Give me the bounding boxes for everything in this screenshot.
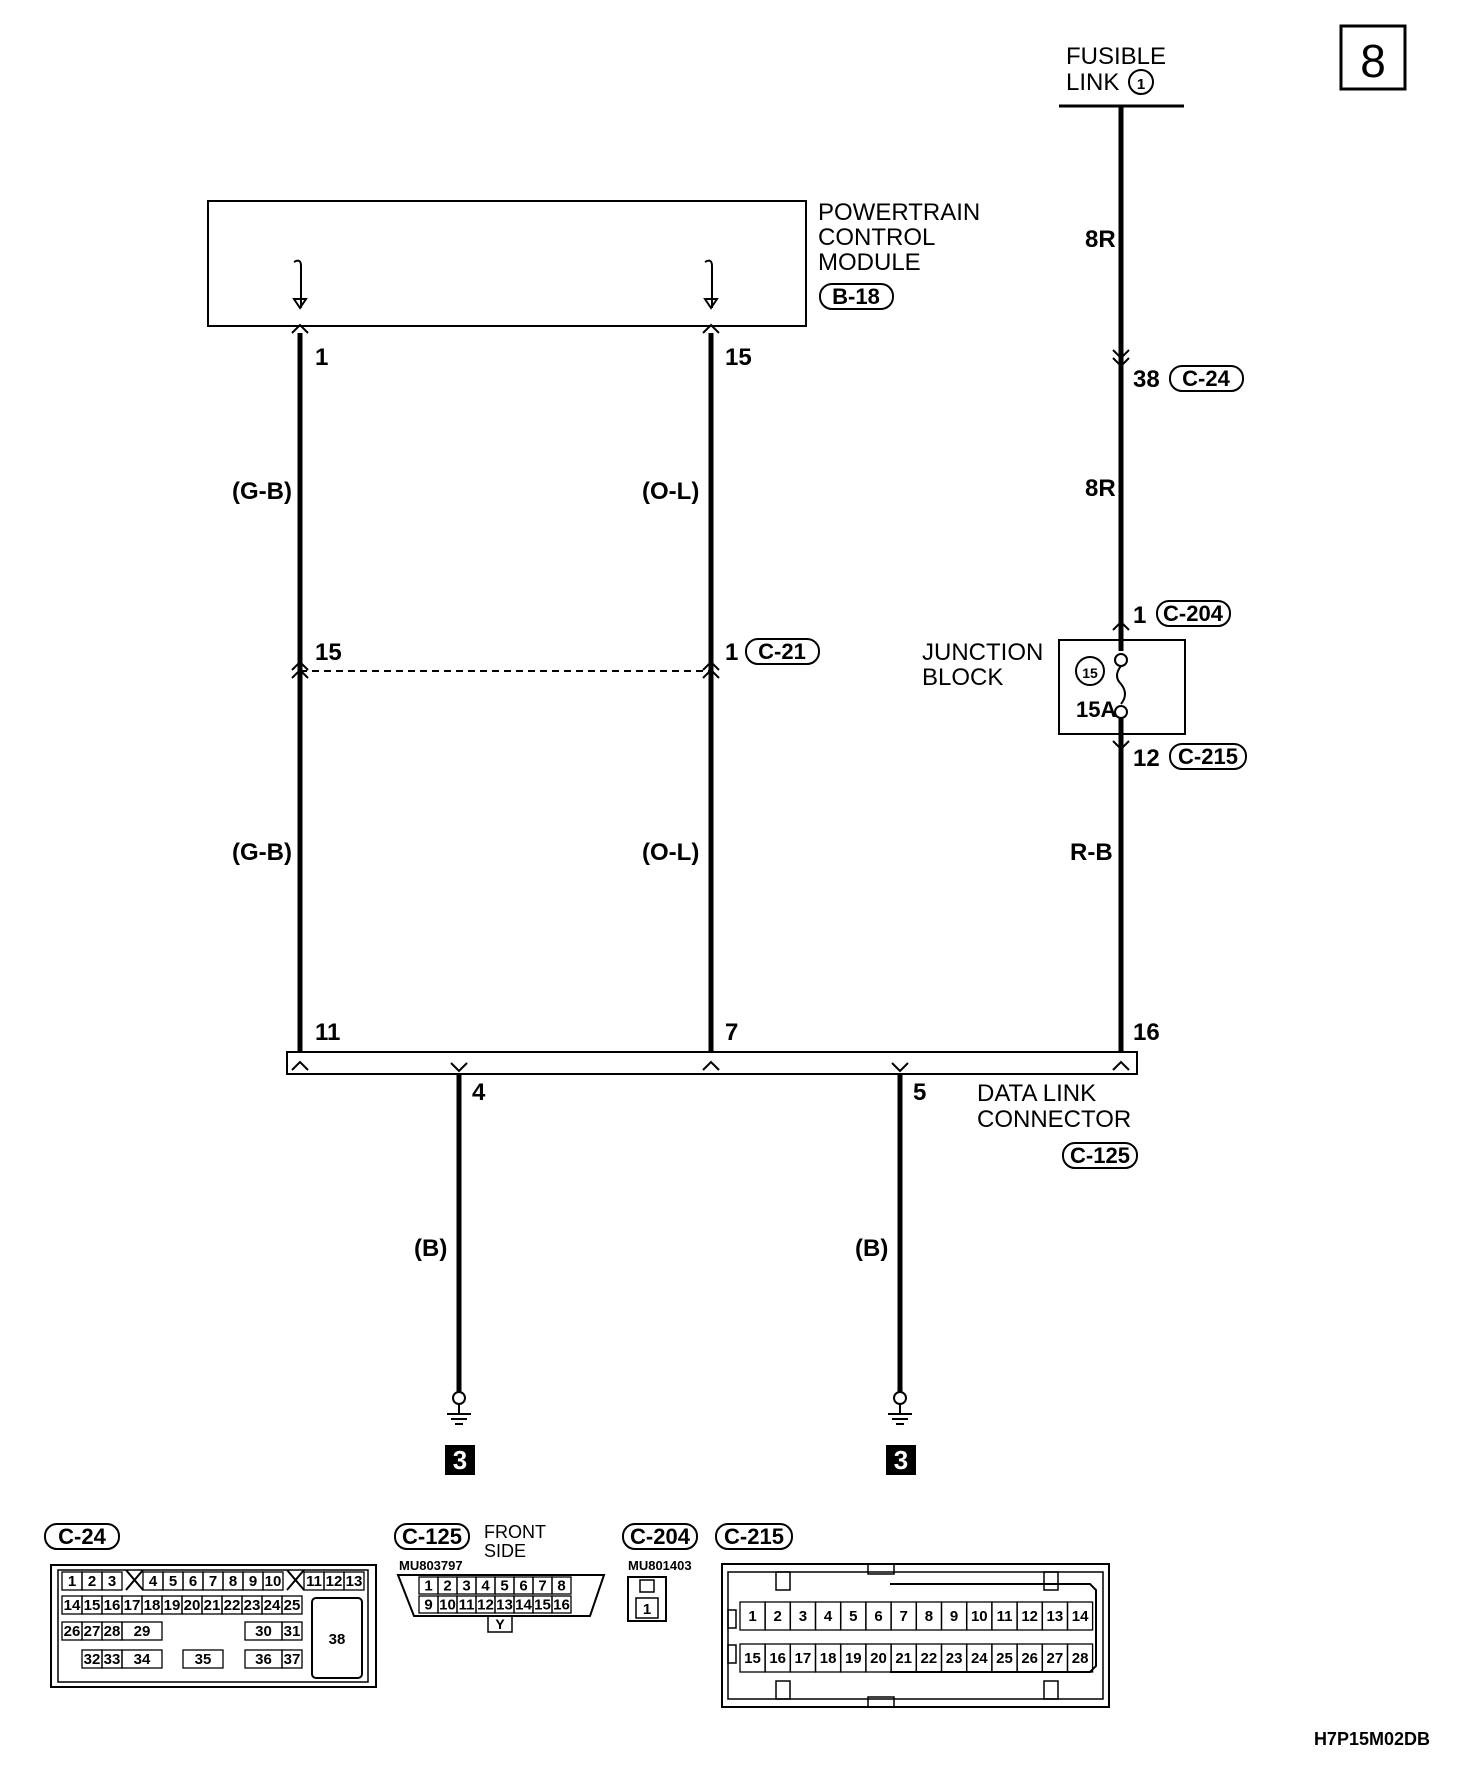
connector-pin-label: 26 <box>1021 1650 1039 1667</box>
c125-view-side: FRONT <box>484 1522 546 1542</box>
c204-junction <box>1113 601 1230 630</box>
connector-pin-label: 6 <box>519 1577 528 1595</box>
junction-block <box>922 639 1185 734</box>
connector-pin-label: 37 <box>283 1651 301 1668</box>
connector-pin-label: 22 <box>223 1597 241 1614</box>
ground-symbol-right <box>888 1392 912 1424</box>
connector-pin-label: 31 <box>283 1623 301 1640</box>
c204-pin: 1 <box>1133 602 1147 629</box>
connector-pin-label: 16 <box>553 1596 570 1614</box>
pcm-label-2: CONTROL <box>818 224 936 251</box>
connector-pin-label: 24 <box>263 1597 281 1614</box>
connector-pin-label: 12 <box>477 1596 494 1614</box>
connector-pin-label: 9 <box>949 1608 959 1625</box>
connector-pin-label: 35 <box>194 1651 212 1668</box>
dlc-pin-4: 4 <box>472 1079 486 1106</box>
connector-pin-label: 30 <box>255 1623 272 1640</box>
fusible-link-label: FUSIBLE <box>1066 43 1167 70</box>
c204-part-number: MU801403 <box>628 1558 692 1573</box>
c21-connector-id: C-21 <box>758 639 806 664</box>
c125-view-side-2: SIDE <box>484 1541 527 1561</box>
junction-block-label-2: BLOCK <box>922 664 1004 691</box>
connector-pin-label: 32 <box>83 1651 101 1668</box>
pcm-pin-1: 1 <box>315 344 329 371</box>
c125-part-number: MU803797 <box>399 1558 463 1573</box>
c24-junction <box>1113 350 1243 393</box>
connector-pin-label: 18 <box>143 1597 161 1614</box>
connector-pin-label: 10 <box>439 1596 456 1614</box>
connector-pin-label: 24 <box>970 1650 988 1667</box>
ground-point-label-left <box>445 1445 475 1475</box>
connector-pin-label: 2 <box>87 1573 97 1590</box>
connector-pin-label: 11 <box>306 1573 322 1590</box>
connector-pin-label: 14 <box>1071 1608 1089 1625</box>
connector-pin-label: 8 <box>924 1608 934 1625</box>
connector-pin-label: 10 <box>264 1573 282 1590</box>
connector-pin-label: 8 <box>228 1573 238 1590</box>
connector-pin-label: 23 <box>945 1650 963 1667</box>
c24-junction-pin: 38 <box>1133 366 1160 393</box>
connector-pin-label: 4 <box>481 1577 490 1595</box>
connector-pin-label: 12 <box>325 1573 343 1590</box>
connector-pin-label: 7 <box>538 1577 547 1595</box>
c24-view-pin-38: 38 <box>328 1631 346 1648</box>
fusible-link-number: 1 <box>1136 76 1146 93</box>
c204-view-label: C-204 <box>630 1524 690 1549</box>
connector-pin-label: 17 <box>794 1650 812 1667</box>
data-link-connector <box>287 1019 1160 1168</box>
connector-pin-label: 21 <box>895 1650 913 1667</box>
pcm-box <box>208 199 980 326</box>
dlc-label: DATA LINK <box>977 1080 1097 1107</box>
c215-view-label: C-215 <box>724 1524 784 1549</box>
connector-pin-label: 18 <box>819 1650 837 1667</box>
dlc-label-2: CONNECTOR <box>977 1106 1132 1133</box>
connector-view-c24 <box>45 1524 376 1687</box>
figure-code: H7P15M02DB <box>1313 1729 1430 1749</box>
connector-pin-label: 20 <box>870 1650 887 1667</box>
page-number-box <box>1341 26 1405 89</box>
connector-pin-label: 6 <box>188 1573 198 1590</box>
pcm-connector-id: B-18 <box>832 284 880 309</box>
connector-pin-label: 19 <box>844 1650 862 1667</box>
page-number: 8 <box>1360 35 1386 87</box>
fusible-link <box>1059 43 1184 106</box>
wire-color-8r-top: 8R <box>1085 226 1116 253</box>
connector-pin-label: 15 <box>534 1596 551 1614</box>
c204-view-pin-1: 1 <box>642 1601 652 1618</box>
wire-color-rb: R-B <box>1070 839 1113 866</box>
wire-color-b-left: (B) <box>414 1235 448 1262</box>
dlc-pin-5: 5 <box>913 1079 927 1106</box>
c21-pin-15: 15 <box>315 639 342 666</box>
fuse-rating: 15A <box>1076 697 1117 722</box>
pcm-label: POWERTRAIN <box>818 199 981 226</box>
fusible-link-label-2: LINK <box>1066 69 1120 96</box>
wire-color-ol-lower: (O-L) <box>642 839 700 866</box>
connector-view-c215 <box>716 1524 1109 1707</box>
fuse-number: 15 <box>1082 665 1098 681</box>
connector-pin-label: 15 <box>744 1650 761 1667</box>
wire-color-gb-upper: (G-B) <box>232 478 292 505</box>
pcm-label-3: MODULE <box>818 249 921 276</box>
connector-pin-label: 11 <box>996 1608 1013 1625</box>
connector-pin-label: 14 <box>63 1597 81 1614</box>
connector-pin-label: 28 <box>103 1623 121 1640</box>
connector-pin-label: 29 <box>133 1623 151 1640</box>
wire-color-gb-lower: (G-B) <box>232 839 292 866</box>
connector-pin-label: 13 <box>345 1573 363 1590</box>
connector-view-c204 <box>623 1524 697 1621</box>
ground-point-number-right: 3 <box>893 1445 909 1475</box>
connector-pin-label: 3 <box>462 1577 471 1595</box>
connector-pin-label: 4 <box>823 1608 833 1625</box>
connector-pin-label: 3 <box>798 1608 808 1625</box>
ground-point-label-right <box>886 1445 916 1475</box>
dlc-pin-7: 7 <box>725 1019 739 1046</box>
junction-block-label: JUNCTION <box>922 639 1044 666</box>
connector-pin-label: 5 <box>500 1577 509 1595</box>
connector-pin-label: 9 <box>424 1596 433 1614</box>
connector-pin-label: 27 <box>83 1623 101 1640</box>
wire-color-ol-upper: (O-L) <box>642 478 700 505</box>
c24-junction-connector-id: C-24 <box>1182 366 1230 391</box>
dlc-pin-11: 11 <box>315 1019 341 1046</box>
connector-pin-label: 17 <box>123 1597 141 1614</box>
connector-pin-label: 21 <box>203 1597 221 1614</box>
connector-pin-label: 9 <box>248 1573 258 1590</box>
wire-color-8r-mid: 8R <box>1085 475 1116 502</box>
connector-pin-label: 7 <box>208 1573 218 1590</box>
connector-pin-label: 1 <box>748 1608 757 1625</box>
connector-pin-label: 11 <box>458 1596 475 1614</box>
ground-point-number-left: 3 <box>452 1445 468 1475</box>
connector-pin-label: 2 <box>443 1577 452 1595</box>
connector-pin-label: 5 <box>168 1573 178 1590</box>
c215-pin: 12 <box>1133 745 1160 772</box>
connector-pin-label: 34 <box>133 1651 151 1668</box>
connector-pin-label: 22 <box>920 1650 938 1667</box>
c24-view-label: C-24 <box>58 1524 106 1549</box>
connector-pin-label: 7 <box>899 1608 908 1625</box>
connector-pin-label: 5 <box>849 1608 858 1625</box>
c21-junction <box>292 639 819 678</box>
connector-pin-label: 26 <box>63 1623 81 1640</box>
connector-pin-label: 25 <box>996 1650 1013 1667</box>
connector-pin-label: 1 <box>424 1577 433 1595</box>
pcm-pin-15: 15 <box>725 344 752 371</box>
connector-pin-label: 36 <box>255 1651 272 1668</box>
connector-pin-label: 14 <box>515 1596 532 1614</box>
dlc-pin-16: 16 <box>1133 1019 1160 1046</box>
ground-symbol-left <box>447 1392 471 1424</box>
connector-pin-label: 16 <box>103 1597 121 1614</box>
connector-pin-label: 10 <box>970 1608 988 1625</box>
c204-connector-id: C-204 <box>1163 601 1223 626</box>
connector-pin-label: 20 <box>183 1597 201 1614</box>
connector-pin-label: 2 <box>773 1608 782 1625</box>
connector-pin-label: 16 <box>769 1650 787 1667</box>
connector-pin-label: 13 <box>496 1596 513 1614</box>
c21-pin-1: 1 <box>725 639 739 666</box>
connector-pin-label: 15 <box>83 1597 101 1614</box>
connector-pin-label: 19 <box>163 1597 181 1614</box>
connector-pin-label: 8 <box>557 1577 566 1595</box>
c125-view-label: C-125 <box>402 1524 462 1549</box>
connector-view-c125 <box>395 1522 604 1632</box>
connector-pin-label: 23 <box>243 1597 261 1614</box>
connector-pin-label: 6 <box>874 1608 883 1625</box>
connector-pin-label: 4 <box>148 1573 158 1590</box>
dlc-connector-id: C-125 <box>1070 1143 1130 1168</box>
connector-pin-label: 28 <box>1071 1650 1089 1667</box>
wire-color-b-right: (B) <box>855 1235 889 1262</box>
connector-pin-label: 33 <box>103 1651 121 1668</box>
c125-key: Y <box>495 1616 505 1632</box>
c215-connector-id: C-215 <box>1178 744 1238 769</box>
connector-pin-label: 1 <box>67 1573 77 1590</box>
connector-pin-label: 3 <box>107 1573 117 1590</box>
c215-junction <box>1113 741 1246 772</box>
connector-pin-label: 13 <box>1046 1608 1064 1625</box>
connector-pin-label: 27 <box>1046 1650 1064 1667</box>
connector-pin-label: 25 <box>283 1597 301 1614</box>
connector-pin-label: 12 <box>1021 1608 1039 1625</box>
